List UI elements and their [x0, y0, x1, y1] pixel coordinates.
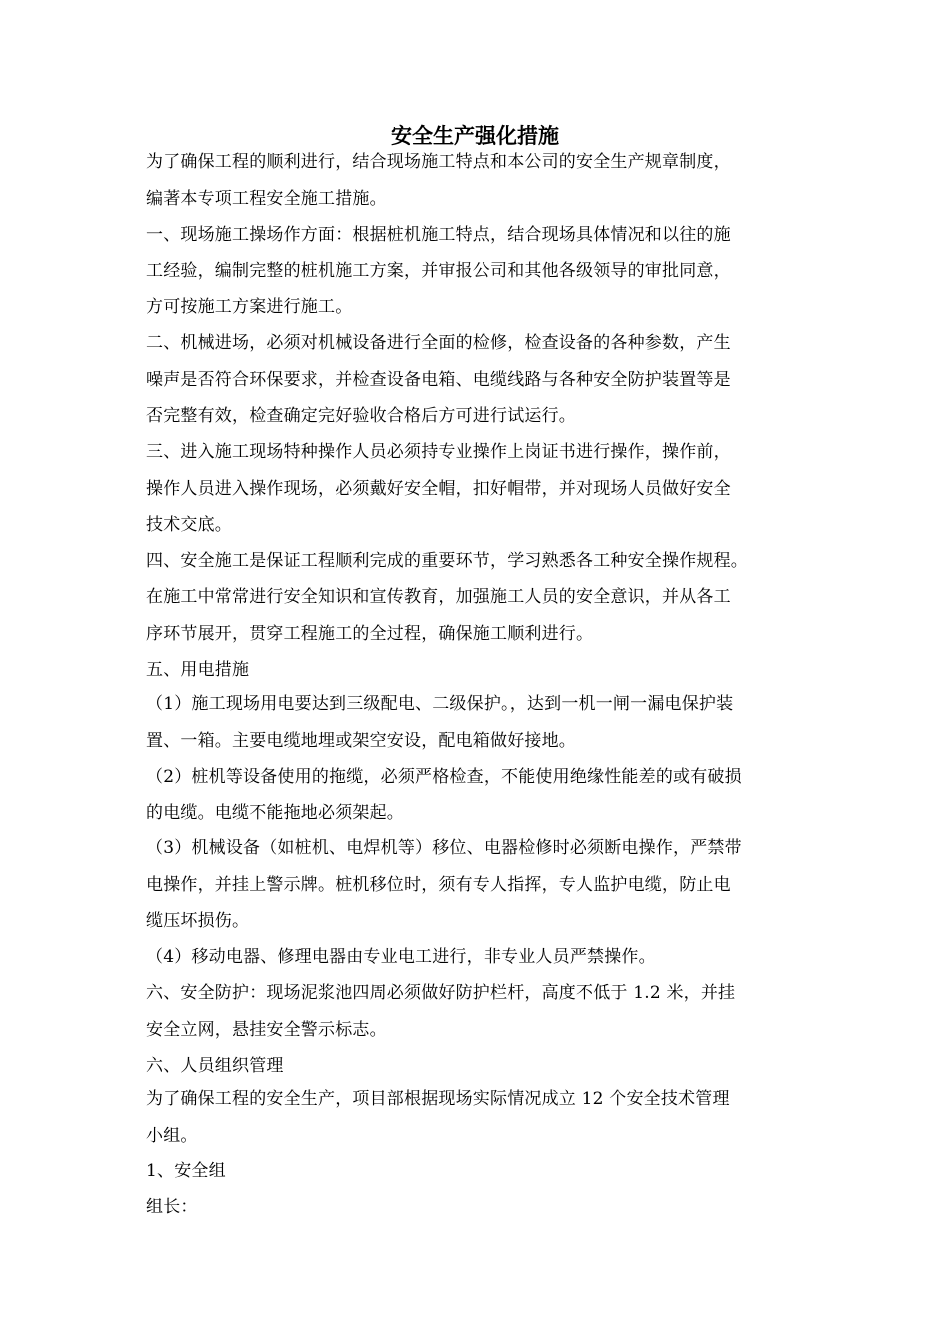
- text-line: 为了确保工程的顺利进行，结合现场施工特点和本公司的安全生产规章制度，: [146, 152, 731, 172]
- text-line: 三、进入施工现场特种操作人员必须持专业操作上岗证书进行操作，操作前，: [146, 442, 731, 462]
- text-line: 操作人员进入操作现场，必须戴好安全帽，扣好帽带，并对现场人员做好安全: [146, 479, 731, 499]
- text-line: 在施工中常常进行安全知识和宣传教育，加强施工人员的安全意识，并从各工: [146, 587, 731, 607]
- text-line: （2）桩机等设备使用的拖缆，必须严格检查，不能使用绝缘性能差的或有破损: [146, 767, 742, 787]
- text-line: （4）移动电器、修理电器由专业电工进行，非专业人员严禁操作。: [146, 947, 656, 967]
- text-line: 四、安全施工是保证工程顺利完成的重要环节，学习熟悉各工种安全操作规程。: [146, 551, 748, 571]
- text-line: 否完整有效，检查确定完好验收合格后方可进行试运行。: [146, 406, 576, 426]
- text-line: 噪声是否符合环保要求，并检查设备电箱、电缆线路与各种安全防护装置等是: [146, 370, 731, 390]
- text-line: 编著本专项工程安全施工措施。: [146, 189, 387, 209]
- text-line: 六、人员组织管理: [146, 1056, 284, 1076]
- text-line: 六、安全防护：现场泥浆池四周必须做好防护栏杆，高度不低于 1.2 米，并挂: [146, 983, 736, 1003]
- text-line: 五、用电措施: [146, 660, 250, 680]
- text-line: 缆压坏损伤。: [146, 911, 250, 931]
- text-line: 置、一箱。主要电缆地埋或架空安设，配电箱做好接地。: [146, 731, 576, 751]
- text-line: 电操作，并挂上警示牌。桩机移位时，须有专人指挥，专人监护电缆，防止电: [146, 875, 731, 895]
- text-line: 序环节展开，贯穿工程施工的全过程，确保施工顺利进行。: [146, 624, 594, 644]
- text-line: 方可按施工方案进行施工。: [146, 297, 353, 317]
- text-line: （3）机械设备（如桩机、电焊机等）移位、电器检修时必须断电操作，严禁带: [146, 838, 742, 858]
- text-line: 安全立网，悬挂安全警示标志。: [146, 1020, 387, 1040]
- text-line: 工经验，编制完整的桩机施工方案，并审报公司和其他各级领导的审批同意，: [146, 261, 731, 281]
- text-line: 组长：: [146, 1197, 198, 1217]
- text-line: 技术交底。: [146, 515, 232, 535]
- text-line: 二、机械进场，必须对机械设备进行全面的检修，检查设备的各种参数，产生: [146, 333, 731, 353]
- text-line: 一、现场施工操场作方面：根据桩机施工特点，结合现场具体情况和以往的施: [146, 225, 731, 245]
- text-line: 的电缆。电缆不能拖地必须架起。: [146, 803, 404, 823]
- text-line: 小组。: [146, 1126, 198, 1146]
- text-line: （1）施工现场用电要达到三级配电、二级保护。，达到一机一闸一漏电保护装: [146, 694, 734, 714]
- document-title: 安全生产强化措施: [391, 123, 559, 148]
- text-line: 1、安全组: [146, 1161, 226, 1181]
- text-line: 为了确保工程的安全生产，项目部根据现场实际情况成立 12 个安全技术管理: [146, 1089, 730, 1109]
